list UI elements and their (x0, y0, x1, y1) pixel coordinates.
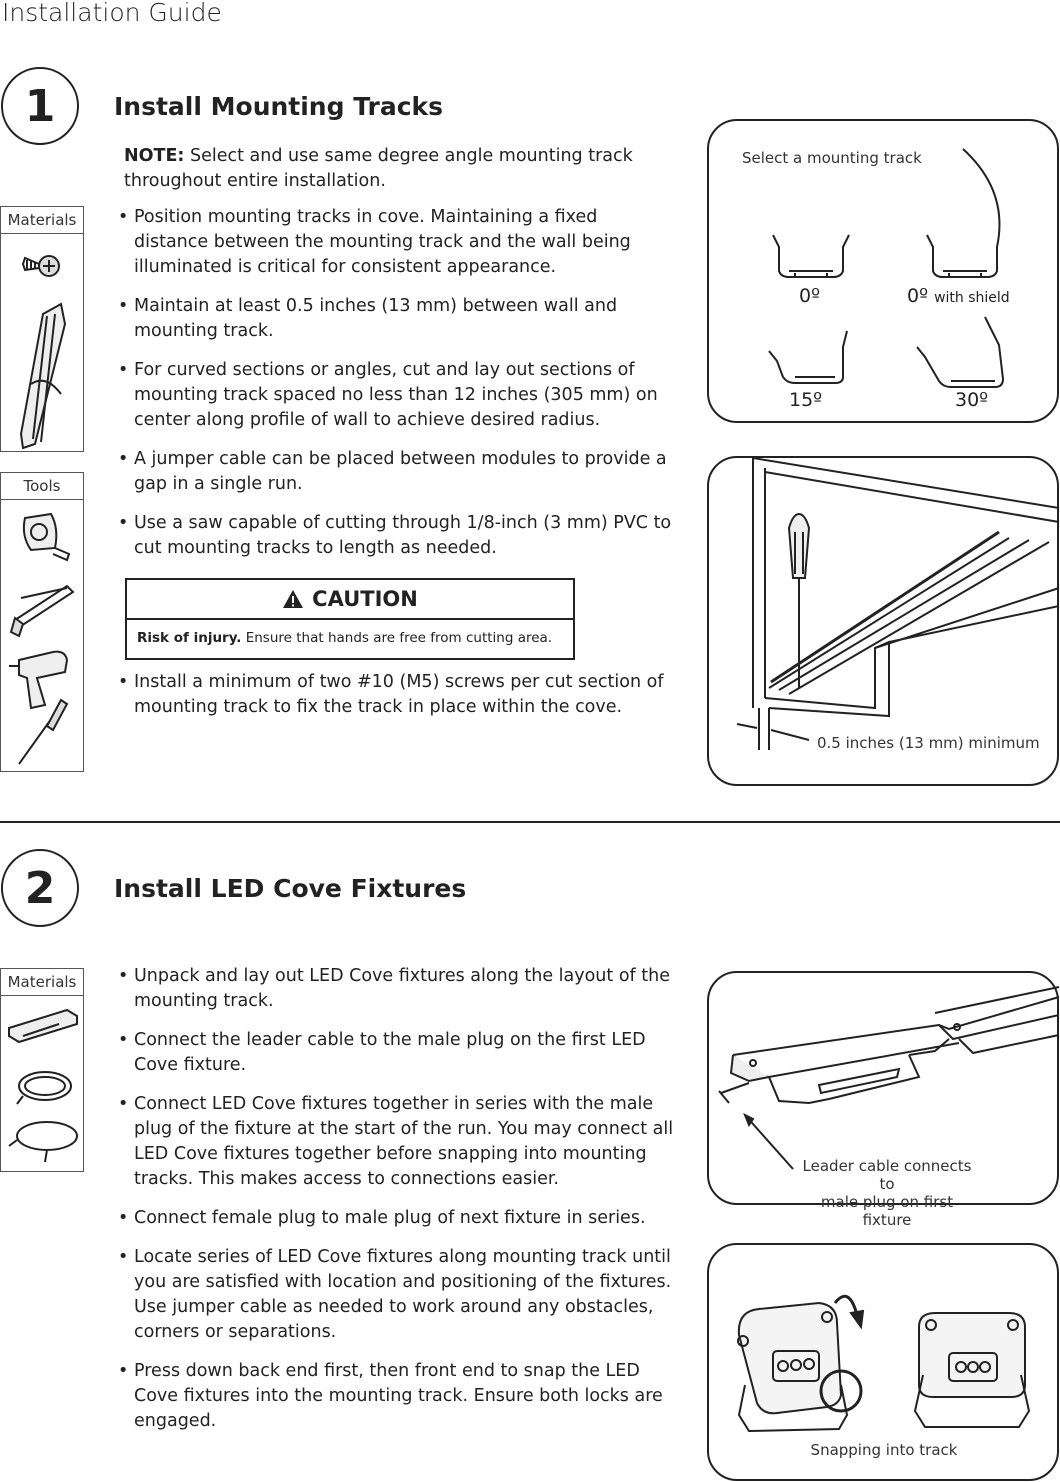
tools-box (0, 472, 84, 772)
list-item: • Maintain at least 0.5 inches (13 mm) between wall and mounting track. (124, 294, 676, 344)
step-1-title: Install Mounting Tracks (114, 92, 444, 121)
materials-label-2: Materials (1, 969, 83, 996)
list-item: • Connect the leader cable to the male plug on the first LED Cove fixture. (124, 1028, 676, 1078)
list-item: • Press down back end first, then front end to snap the LED Cove fixtures into the mounting track. Ensure both locks are engaged. (124, 1359, 676, 1434)
screw-and-track-icon (1, 234, 83, 452)
mounting-track-profiles (709, 121, 1059, 423)
list-item: • Install a minimum of two #10 (M5) screws per cut section of mounting track to fix the track in place within the cove. (124, 670, 676, 720)
step-2-bullets (124, 964, 676, 1448)
snapping-panel (707, 1243, 1059, 1481)
list-item: • For curved sections or angles, cut and lay out sections of mounting track spaced no less than 12 inches (305 mm) on center along profile of wall to achieve desired radius. (124, 358, 676, 433)
step-2-number: 2 (1, 849, 79, 927)
track-0-shield-label (907, 285, 1010, 307)
track-panel-caption: Select a mounting track (742, 149, 922, 167)
list-item: • Connect female plug to male plug of next fixture in series. (124, 1206, 676, 1231)
materials-box-2 (0, 968, 84, 1172)
step-1-last-bullet (124, 670, 676, 734)
list-item: • Use a saw capable of cutting through 1/8-inch (3 mm) PVC to cut mounting tracks to length as needed. (124, 511, 676, 561)
note-label: NOTE: (124, 146, 185, 166)
page-title: Installation Guide (2, 0, 222, 27)
list-item: • Connect LED Cove fixtures together in series with the male plug of the fixture at the start of the run. You may connect all LED Cove fixtures together before snapping into mounting tracks. This makes access to connections easier. (124, 1092, 676, 1192)
fixture-connection-panel (707, 971, 1059, 1229)
cove-illustration-panel (707, 456, 1059, 786)
step-2-title: Install LED Cove Fixtures (114, 874, 467, 903)
snap-caption: Snapping into track (810, 1441, 958, 1459)
tools-label: Tools (1, 473, 83, 500)
track-selection-panel (707, 119, 1059, 423)
note-text: Select and use same degree angle mounting track throughout entire installation. (124, 146, 633, 191)
cove-panel-caption: 0.5 inches (13 mm) minimum (817, 734, 1040, 752)
track-15-label: 15º (789, 389, 823, 411)
risk-text: Ensure that hands are free from cutting area. (241, 630, 553, 646)
materials-box (0, 206, 84, 452)
leader-caption-line-1: Leader cable connects to (802, 1157, 972, 1193)
track-0-shield-degree: 0º (907, 285, 929, 307)
risk-label: Risk of injury. (137, 630, 242, 646)
leader-caption (797, 1157, 977, 1229)
list-item: • Unpack and lay out LED Cove fixtures along the layout of the mounting track. (124, 964, 676, 1014)
fixture-and-cables-icon (1, 996, 83, 1172)
list-item: • Locate series of LED Cove fixtures along mounting track until you are satisfied with location and positioning of the fixtures. Use jumper cable as needed to work around any obstacles, corners or separations. (124, 1245, 676, 1345)
section-divider (0, 821, 1060, 823)
list-item: • Position mounting tracks in cove. Maintaining a fixed distance between the mounting track and the wall being illuminated is critical for consistent appearance. (124, 205, 676, 280)
track-30-label: 30º (955, 389, 989, 411)
note (124, 144, 664, 194)
list-item: • A jumper cable can be placed between modules to provide a gap in a single run. (124, 447, 676, 497)
leader-caption-line-2: male plug on first fixture (820, 1193, 954, 1229)
step-1-bullets (124, 205, 676, 575)
warning-icon (282, 589, 304, 609)
tools-icon (1, 500, 83, 772)
caution-title: CAUTION (312, 587, 418, 611)
track-0-label: 0º (799, 285, 821, 307)
step-1-number: 1 (1, 67, 79, 145)
track-shield-text: with shield (934, 290, 1010, 306)
caution-header (127, 580, 573, 620)
caution-box (125, 578, 575, 660)
materials-label: Materials (1, 207, 83, 234)
caution-body (127, 620, 573, 656)
